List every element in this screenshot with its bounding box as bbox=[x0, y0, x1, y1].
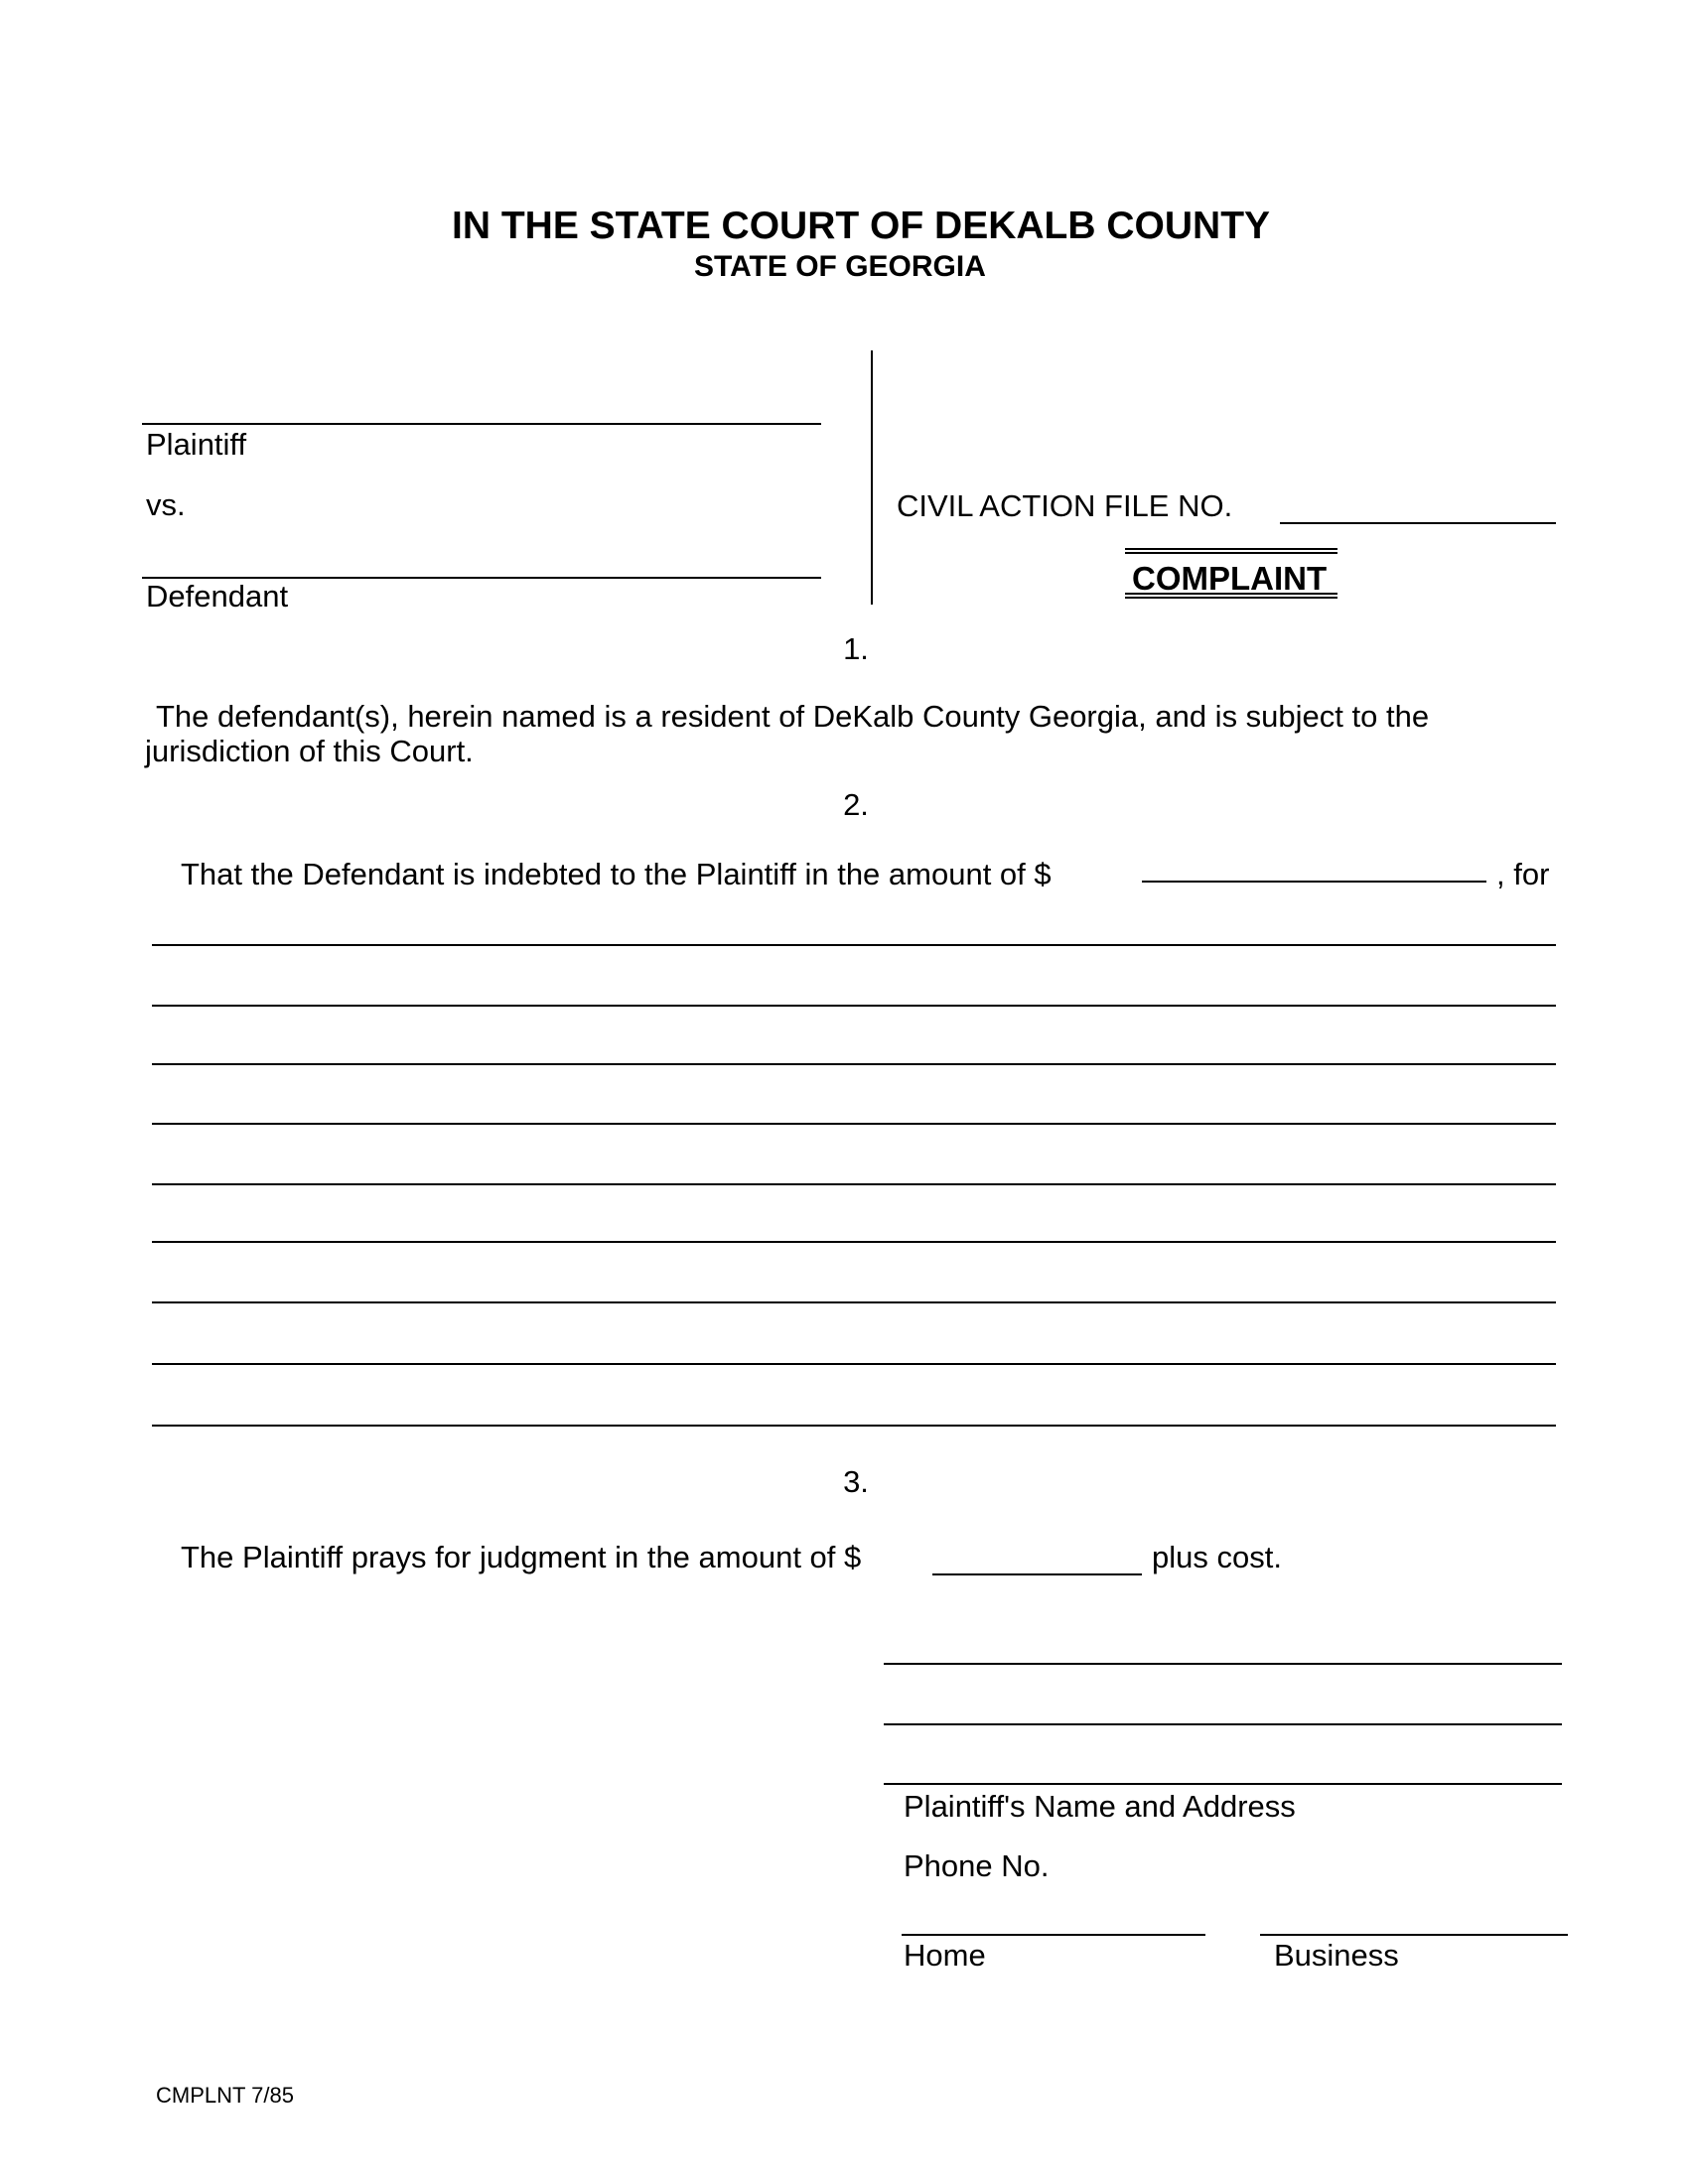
plaintiff-name-line[interactable] bbox=[142, 423, 821, 425]
plaintiff-label: Plaintiff bbox=[146, 427, 247, 462]
debt-reason-line-9[interactable] bbox=[152, 1425, 1556, 1427]
civil-action-label: CIVIL ACTION FILE NO. bbox=[897, 488, 1233, 523]
business-phone-label: Business bbox=[1274, 1938, 1399, 1973]
debt-reason-line-5[interactable] bbox=[152, 1183, 1556, 1185]
paragraph-1-number: 1. bbox=[843, 631, 869, 666]
defendant-label: Defendant bbox=[146, 579, 289, 614]
home-phone-label: Home bbox=[904, 1938, 986, 1973]
complaint-title-box bbox=[1125, 548, 1337, 599]
debt-reason-line-7[interactable] bbox=[152, 1301, 1556, 1303]
debt-reason-line-8[interactable] bbox=[152, 1363, 1556, 1365]
judgment-amount-field[interactable] bbox=[932, 1573, 1142, 1575]
civil-action-file-no-field[interactable] bbox=[1280, 522, 1556, 524]
plaintiff-name-address-line-2[interactable] bbox=[884, 1723, 1562, 1725]
paragraph-3-text: The Plaintiff prays for judgment in the amount of $ bbox=[181, 1540, 862, 1574]
debt-reason-line-6[interactable] bbox=[152, 1241, 1556, 1243]
paragraph-2-text: That the Defendant is indebted to the Plaintiff in the amount of $ bbox=[181, 857, 1052, 891]
plaintiff-name-address-line-3[interactable] bbox=[884, 1783, 1562, 1785]
debt-amount-field[interactable] bbox=[1142, 881, 1486, 883]
paragraph-3-plus-cost: plus cost. bbox=[1152, 1540, 1282, 1574]
paragraph-1-line-2: jurisdiction of this Court. bbox=[145, 734, 474, 768]
debt-reason-line-1[interactable] bbox=[152, 944, 1556, 946]
business-phone-field[interactable] bbox=[1260, 1934, 1568, 1936]
debt-reason-line-2[interactable] bbox=[152, 1005, 1556, 1007]
plaintiff-name-address-line-1[interactable] bbox=[884, 1663, 1562, 1665]
paragraph-1-line-1: The defendant(s), herein named is a resident of DeKalb County Georgia, and is subject to the bbox=[156, 699, 1430, 734]
plaintiff-name-address-label: Plaintiff's Name and Address bbox=[904, 1789, 1296, 1824]
phone-label: Phone No. bbox=[904, 1848, 1050, 1883]
vs-label: vs. bbox=[146, 487, 186, 522]
paragraph-2-number: 2. bbox=[843, 787, 869, 822]
form-code: CMPLNT 7/85 bbox=[156, 2083, 294, 2108]
court-title: IN THE STATE COURT OF DEKALB COUNTY bbox=[452, 205, 1271, 247]
paragraph-3-number: 3. bbox=[843, 1464, 869, 1499]
home-phone-field[interactable] bbox=[902, 1934, 1205, 1936]
state-title: STATE OF GEORGIA bbox=[694, 250, 986, 283]
debt-reason-line-4[interactable] bbox=[152, 1123, 1556, 1125]
debt-reason-line-3[interactable] bbox=[152, 1063, 1556, 1065]
paragraph-2-for: , for bbox=[1496, 857, 1550, 891]
complaint-title: COMPLAINT bbox=[1132, 560, 1328, 597]
caption-divider bbox=[871, 350, 873, 605]
